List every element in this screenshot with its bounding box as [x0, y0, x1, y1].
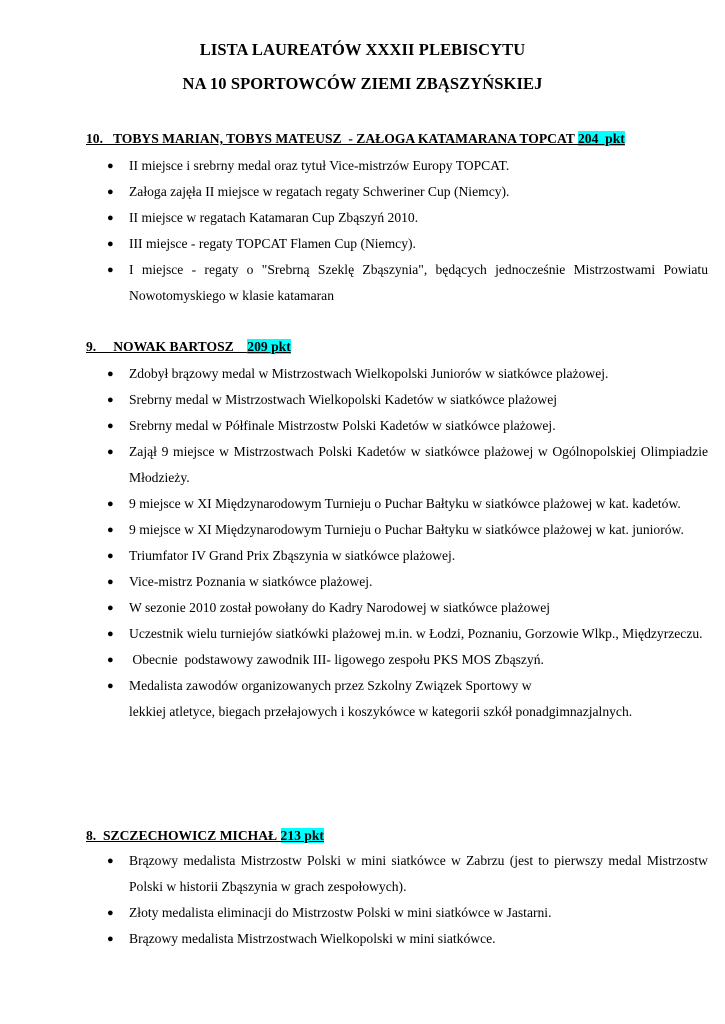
bullet-icon: ● — [107, 680, 114, 692]
bullet-icon: ● — [107, 550, 114, 562]
bullet-icon: ● — [107, 576, 114, 588]
bullet-icon: ● — [107, 855, 114, 867]
list-item: ● Vice-mistrz Poznania w siatkówce plażowej. — [86, 569, 708, 595]
list-item: ● Zdobył brązowy medal w Mistrzostwach Wielkopolski Juniorów w siatkówce plażowej. — [86, 361, 708, 387]
bullet-icon: ● — [107, 498, 114, 510]
list-item: ● Srebrny medal w Mistrzostwach Wielkopolski Kadetów w siatkówce plażowej — [86, 387, 708, 413]
bullet-icon: ● — [107, 524, 114, 536]
points-badge: 204 pkt — [577, 131, 625, 146]
list-item: ● Brązowy medalista Mistrzostwach Wielkopolski w mini siatkówce. — [86, 926, 708, 952]
section-heading — [86, 129, 708, 149]
laureate-name: 8. SZCZECHOWICZ MICHAŁ — [86, 828, 278, 843]
points-badge: 209 pkt — [247, 339, 291, 354]
list-item: ● W sezonie 2010 został powołany do Kadry Narodowej w siatkówce plażowej — [86, 595, 708, 621]
bullet-icon: ● — [107, 212, 114, 224]
laureate-name: 9. NOWAK BARTOSZ — [86, 339, 248, 354]
list-item: ● Triumfator IV Grand Prix Zbąszynia w siatkówce plażowej. — [86, 543, 708, 569]
points-badge: 213 pkt — [280, 828, 324, 843]
bullet-icon: ● — [107, 264, 114, 276]
achievement-list — [86, 153, 708, 309]
achievement-list — [86, 361, 708, 725]
laureate-section-9 — [86, 337, 708, 725]
laureate-section-8 — [86, 826, 708, 952]
achievement-list — [86, 848, 708, 952]
list-item: ● 9 miejsce w XI Międzynarodowym Turnieju o Puchar Bałtyku w siatkówce plażowej w kat. kadetów. — [86, 491, 708, 517]
bullet-icon: ● — [107, 160, 114, 172]
list-item-continuation: lekkiej atletyce, biegach przełajowych i koszykówce w kategorii szkół ponadgimnazjalnych. — [129, 704, 633, 719]
bullet-icon: ● — [107, 446, 114, 458]
list-item: ● Załoga zajęła II miejsce w regatach regaty Schweriner Cup (Niemcy). — [86, 179, 708, 205]
laureate-section-10 — [86, 129, 708, 309]
bullet-icon: ● — [107, 186, 114, 198]
section-heading — [86, 826, 708, 846]
bullet-icon: ● — [107, 368, 114, 380]
list-item: ● 9 miejsce w XI Międzynarodowym Turnieju o Puchar Bałtyku w siatkówce plażowej w kat. juniorów. — [86, 517, 708, 543]
document-title-line-2: NA 10 SPORTOWCÓW ZIEMI ZBĄSZYŃSKIEJ — [182, 74, 543, 93]
bullet-icon: ● — [107, 238, 114, 250]
bullet-icon: ● — [107, 420, 114, 432]
list-item: ● Uczestnik wielu turniejów siatkówki plażowej m.in. w Łodzi, Poznaniu, Gorzowie Wlkp., Międzyrzeczu. — [86, 621, 708, 647]
list-item: ● II miejsce w regatach Katamaran Cup Zbąszyń 2010. — [86, 205, 708, 231]
list-item: ● Złoty medalista eliminacji do Mistrzostw Polski w mini siatkówce w Jastarni. — [86, 900, 708, 926]
bullet-icon: ● — [107, 933, 114, 945]
bullet-icon: ● — [107, 602, 114, 614]
list-item: ● II miejsce i srebrny medal oraz tytuł Vice-mistrzów Europy TOPCAT. — [86, 153, 708, 179]
list-item: ● I miejsce - regaty o "Srebrną Szeklę Zbąszynia", będących jednocześnie Mistrzostwami Powiatu Nowotomyskiego w klasie katamaran — [86, 257, 708, 309]
bullet-icon: ● — [107, 654, 114, 666]
bullet-icon: ● — [107, 907, 114, 919]
bullet-icon: ● — [107, 394, 114, 406]
list-item: ● III miejsce - regaty TOPCAT Flamen Cup (Niemcy). — [86, 231, 708, 257]
list-item: ● Medalista zawodów organizowanych przez Szkolny Związek Sportowy w lekkiej atletyce, biegach przełajowych i koszykówce w kategorii szkół ponadgimnazjalnych. — [86, 673, 708, 725]
bullet-icon: ● — [107, 628, 114, 640]
list-item: ● Srebrny medal w Półfinale Mistrzostw Polski Kadetów w siatkówce plażowej. — [86, 413, 708, 439]
list-item: ● Zajął 9 miejsce w Mistrzostwach Polski Kadetów w siatkówce plażowej w Ogólnopolskiej Olimpiadzie Młodzieży. — [86, 439, 708, 491]
section-heading — [86, 337, 708, 357]
list-item: ● Brązowy medalista Mistrzostw Polski w mini siatkówce w Zabrzu (jest to pierwszy medal Mistrzostw Polski w historii Zbąszynia w grach zespołowych). — [86, 848, 708, 900]
laureate-name: 10. TOBYS MARIAN, TOBYS MATEUSZ - ZAŁOGA KATAMARANA TOPCAT — [86, 131, 575, 146]
list-item: ● Obecnie podstawowy zawodnik III- ligowego zespołu PKS MOS Zbąszyń. — [86, 647, 708, 673]
document-title-line-1: LISTA LAUREATÓW XXXII PLEBISCYTU — [199, 40, 526, 59]
